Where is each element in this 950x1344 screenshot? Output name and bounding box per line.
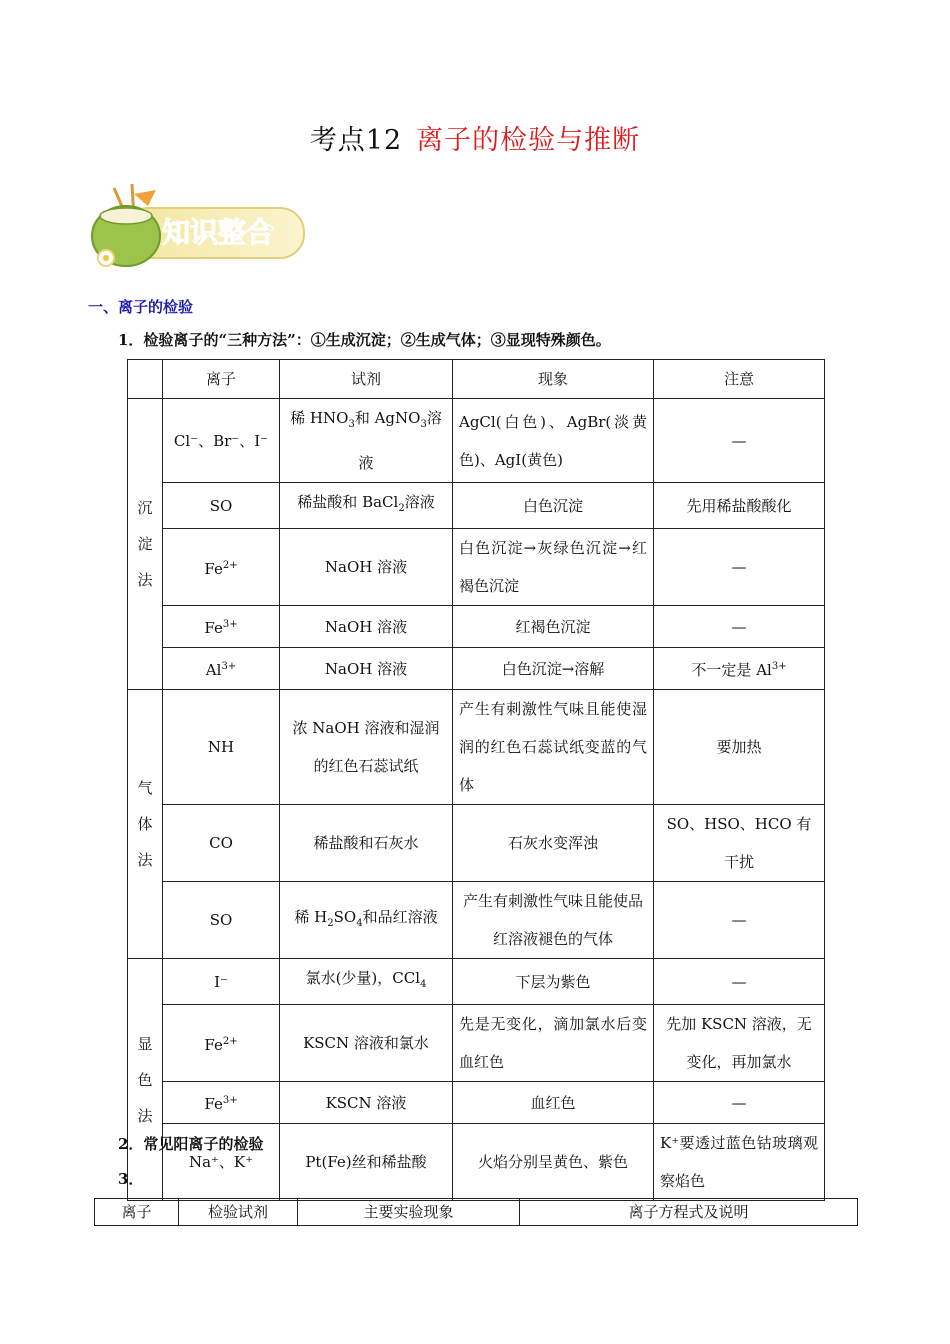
ion-cell: $Fe^{2+}$ — [163, 1005, 280, 1082]
table-row — [128, 1005, 825, 1082]
ion-test-table — [127, 359, 825, 1201]
table-row — [128, 399, 825, 483]
note-cell: 先加 KSCN 溶液，无变化，再加氯水 — [654, 1005, 825, 1082]
note-cell: 先用稀盐酸酸化 — [654, 483, 825, 529]
section-heading: 一、离子的检验 — [88, 298, 194, 316]
phenomenon-cell: 产生有刺激性气味且能使湿润的红色石蕊试纸变蓝的气体 — [453, 690, 654, 805]
group-precipitation: 沉 淀 法 — [128, 399, 163, 690]
knowledge-banner — [84, 180, 312, 270]
note-cell: SO、HSO、HCO 有干扰 — [654, 805, 825, 882]
note-cell: — — [654, 959, 825, 1005]
cation-heading: 2．常见阳离子的检验 — [118, 1135, 264, 1153]
ion-cell: $Fe^{3+}$ — [163, 1082, 280, 1124]
phenomenon-cell: AgCl(白色)、AgBr(淡黄色)、AgI(黄色) — [453, 399, 654, 483]
table-row — [128, 882, 825, 959]
table-row — [128, 805, 825, 882]
reagent-cell: NaOH 溶液 — [280, 529, 453, 606]
item-three: 3． — [118, 1170, 144, 1188]
phenomenon-cell: 白色沉淀→灰绿色沉淀→红褐色沉淀 — [453, 529, 654, 606]
note-cell: — — [654, 399, 825, 483]
header-cell: 离子方程式及说明 — [520, 1199, 858, 1226]
phenomenon-cell: 白色沉淀 — [453, 483, 654, 529]
note-cell: — — [654, 1082, 825, 1124]
header-cell: 现象 — [453, 360, 654, 399]
header-cell: 离子 — [163, 360, 280, 399]
reagent-cell: NaOH 溶液 — [280, 606, 453, 648]
phenomenon-cell: 下层为紫色 — [453, 959, 654, 1005]
title-main: 离子的检验与推断 — [416, 125, 641, 156]
phenomenon-cell: 产生有刺激性气味且能使品红溶液褪色的气体 — [453, 882, 654, 959]
reagent-cell: KSCN 溶液 — [280, 1082, 453, 1124]
note-cell: — — [654, 882, 825, 959]
note-cell: — — [654, 529, 825, 606]
ion-cell: $Al^{3+}$ — [163, 648, 280, 690]
cation-test-table — [94, 1198, 858, 1226]
table-row — [128, 483, 825, 529]
note-cell: 不一定是 $Al^{3+}$ — [654, 648, 825, 690]
header-cell: 主要实验现象 — [298, 1199, 520, 1226]
reagent-cell: 稀盐酸和 BaCl$_2$溶液 — [280, 483, 453, 529]
ion-cell: NH — [163, 690, 280, 805]
reagent-cell: 稀 $HNO_3$和 AgNO$_3$溶液 — [280, 399, 453, 483]
ion-cell: Cl⁻、Br⁻、I⁻ — [163, 399, 280, 483]
group-color: 显 色 法 — [128, 959, 163, 1201]
table-row — [128, 1082, 825, 1124]
reagent-cell: 稀盐酸和石灰水 — [280, 805, 453, 882]
header-cell: 试剂 — [280, 360, 453, 399]
header-cell: 检验试剂 — [179, 1199, 298, 1226]
phenomenon-cell: 白色沉淀→溶解 — [453, 648, 654, 690]
reagent-cell: KSCN 溶液和氯水 — [280, 1005, 453, 1082]
note-cell: — — [654, 606, 825, 648]
title-prefix: 考点12 — [309, 125, 403, 156]
header-cell — [128, 360, 163, 399]
reagent-cell: 氯水(少量)，CCl$_4$ — [280, 959, 453, 1005]
ion-cell: I⁻ — [163, 959, 280, 1005]
ion-cell: Na⁺、K⁺ — [163, 1124, 280, 1201]
phenomenon-cell: 红褐色沉淀 — [453, 606, 654, 648]
table-row — [128, 690, 825, 805]
table-row — [128, 529, 825, 606]
ion-cell: $Fe^{3+}$ — [163, 606, 280, 648]
table-header-row — [95, 1199, 858, 1226]
ion-cell: SO — [163, 882, 280, 959]
ion-cell: $Fe^{2+}$ — [163, 529, 280, 606]
method-paragraph: 1．检验离子的“三种方法”：①生成沉淀；②生成气体；③显现特殊颜色。 — [118, 331, 611, 349]
phenomenon-cell: 火焰分别呈黄色、紫色 — [453, 1124, 654, 1201]
header-cell: 注意 — [654, 360, 825, 399]
note-cell: 要加热 — [654, 690, 825, 805]
ion-cell: CO — [163, 805, 280, 882]
reagent-cell: Pt(Fe)丝和稀盐酸 — [280, 1124, 453, 1201]
ion-cell: SO — [163, 483, 280, 529]
note-cell: K⁺要透过蓝色钴玻璃观察焰色 — [654, 1124, 825, 1201]
table-row — [128, 606, 825, 648]
group-gas: 气 体 法 — [128, 690, 163, 959]
phenomenon-cell: 血红色 — [453, 1082, 654, 1124]
reagent-cell: NaOH 溶液 — [280, 648, 453, 690]
table-row — [128, 959, 825, 1005]
banner-text: 知识整合 — [162, 216, 275, 249]
table-header-row — [128, 360, 825, 399]
table-row — [128, 648, 825, 690]
phenomenon-cell: 石灰水变浑浊 — [453, 805, 654, 882]
phenomenon-cell: 先是无变化，滴加氯水后变血红色 — [453, 1005, 654, 1082]
header-cell: 离子 — [95, 1199, 179, 1226]
reagent-cell: 浓 NaOH 溶液和湿润的红色石蕊试纸 — [280, 690, 453, 805]
reagent-cell: 稀 $H_2SO_4$和品红溶液 — [280, 882, 453, 959]
coconut-icon — [92, 184, 160, 266]
page-title — [0, 118, 950, 157]
